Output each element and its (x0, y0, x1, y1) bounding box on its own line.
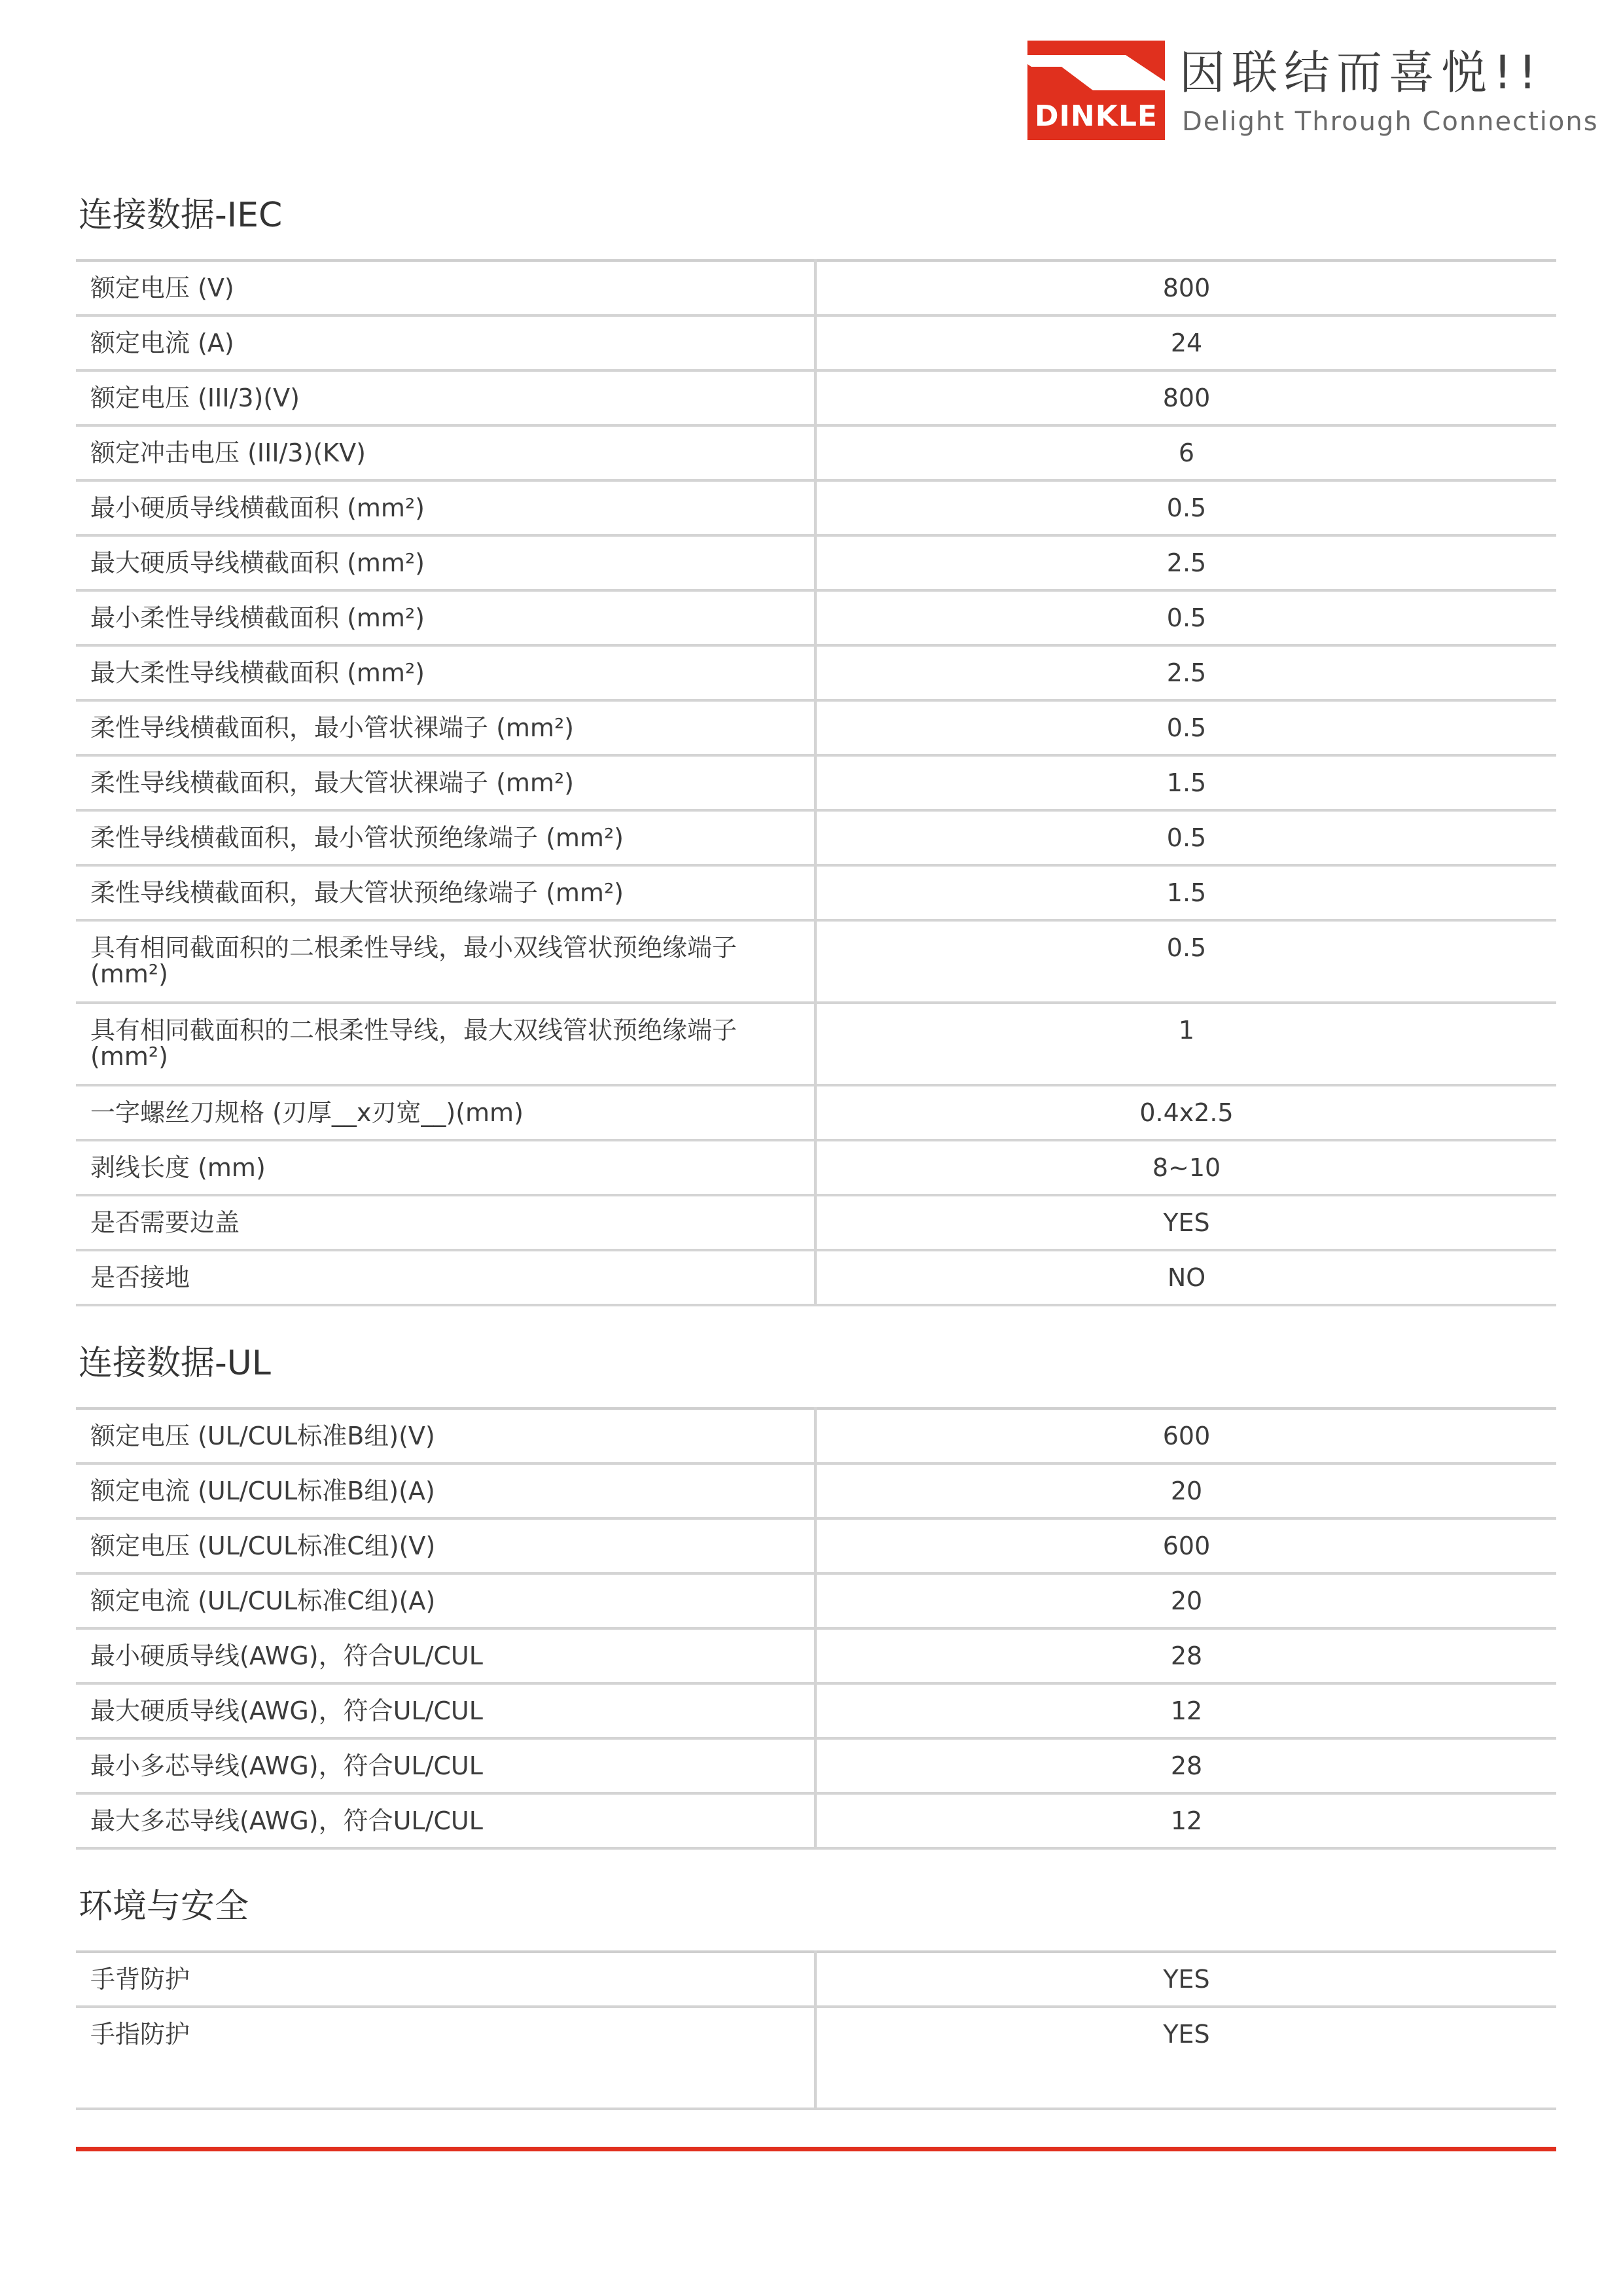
section-title-environment: 环境与安全 (79, 1887, 249, 1926)
table-row (76, 1463, 1556, 1518)
table-row (76, 1250, 1556, 1305)
row-value: 600 (815, 1408, 1556, 1463)
table-row (76, 865, 1556, 920)
ul-spec-table (76, 1407, 1556, 1850)
row-label: 手背防护 (76, 1952, 815, 2007)
row-value: 20 (815, 1463, 1556, 1518)
row-label: 柔性导线横截面积，最大管状预绝缘端子 (mm²) (76, 865, 815, 920)
row-label: 最大柔性导线横截面积 (mm²) (76, 645, 815, 700)
table-row (76, 1573, 1556, 1628)
slogan-english: Delight Through Connections (1182, 107, 1599, 137)
table-row (76, 1683, 1556, 1738)
row-value: 28 (815, 1628, 1556, 1683)
row-label: 是否接地 (76, 1250, 815, 1305)
row-value: 1 (815, 1003, 1556, 1085)
row-value: 28 (815, 1738, 1556, 1793)
row-label: 是否需要边盖 (76, 1195, 815, 1250)
table-row (76, 260, 1556, 315)
table-row (76, 1518, 1556, 1573)
row-label: 柔性导线横截面积，最小管状预绝缘端子 (mm²) (76, 810, 815, 865)
row-label: 柔性导线横截面积，最大管状裸端子 (mm²) (76, 755, 815, 810)
row-value: 2.5 (815, 535, 1556, 590)
row-value: 0.5 (815, 920, 1556, 1003)
table-row (76, 920, 1556, 1003)
table-row (76, 755, 1556, 810)
row-label: 额定电流 (A) (76, 315, 815, 370)
table-row (76, 1408, 1556, 1463)
row-label: 最小硬质导线横截面积 (mm²) (76, 480, 815, 535)
brand-header (1027, 41, 1599, 145)
row-label: 最大硬质导线横截面积 (mm²) (76, 535, 815, 590)
table-row (76, 1738, 1556, 1793)
row-value: 8~10 (815, 1140, 1556, 1195)
row-label: 额定电压 (UL/CUL标准C组)(V) (76, 1518, 815, 1573)
row-value: NO (815, 1250, 1556, 1305)
row-value: 0.5 (815, 480, 1556, 535)
row-value: 0.5 (815, 810, 1556, 865)
row-label: 一字螺丝刀规格 (刃厚__x刃宽__)(mm) (76, 1085, 815, 1140)
row-value: 24 (815, 315, 1556, 370)
table-row (76, 315, 1556, 370)
row-label: 最小多芯导线(AWG)，符合UL/CUL (76, 1738, 815, 1793)
row-value: 800 (815, 260, 1556, 315)
iec-spec-table (76, 259, 1556, 1306)
table-row (76, 1793, 1556, 1848)
row-value: 0.5 (815, 590, 1556, 645)
table-row (76, 535, 1556, 590)
table-row (76, 700, 1556, 755)
row-label: 最大多芯导线(AWG)，符合UL/CUL (76, 1793, 815, 1848)
row-value: 0.4x2.5 (815, 1085, 1556, 1140)
environment-spec-table (76, 1950, 1556, 2110)
row-label: 额定电流 (UL/CUL标准C组)(A) (76, 1573, 815, 1628)
table-row (76, 590, 1556, 645)
table-row (76, 1628, 1556, 1683)
row-value: 600 (815, 1518, 1556, 1573)
table-row (76, 1003, 1556, 1085)
row-label: 最小硬质导线(AWG)，符合UL/CUL (76, 1628, 815, 1683)
row-value: YES (815, 1952, 1556, 2007)
table-row (76, 645, 1556, 700)
row-label: 额定电压 (UL/CUL标准B组)(V) (76, 1408, 815, 1463)
section-title-iec: 连接数据-IEC (79, 196, 283, 235)
row-value: 1.5 (815, 755, 1556, 810)
row-label: 额定电压 (III/3)(V) (76, 370, 815, 425)
table-row (76, 425, 1556, 480)
row-label: 最小柔性导线横截面积 (mm²) (76, 590, 815, 645)
row-value: 0.5 (815, 700, 1556, 755)
table-row (76, 1140, 1556, 1195)
row-value: 800 (815, 370, 1556, 425)
row-value: 6 (815, 425, 1556, 480)
row-label: 剥线长度 (mm) (76, 1140, 815, 1195)
row-label: 额定电流 (UL/CUL标准B组)(A) (76, 1463, 815, 1518)
table-row (76, 1085, 1556, 1140)
row-value: YES (815, 2007, 1556, 2109)
row-value: 2.5 (815, 645, 1556, 700)
row-label: 额定冲击电压 (III/3)(KV) (76, 425, 815, 480)
row-value: YES (815, 1195, 1556, 1250)
row-label: 手指防护 (76, 2007, 815, 2109)
table-row (76, 480, 1556, 535)
row-label: 具有相同截面积的二根柔性导线，最大双线管状预绝缘端子 (mm²) (76, 1003, 815, 1085)
row-label: 柔性导线横截面积，最小管状裸端子 (mm²) (76, 700, 815, 755)
table-row (76, 810, 1556, 865)
table-row (76, 370, 1556, 425)
table-row (76, 1952, 1556, 2007)
slogan-chinese: 因联结而喜悦!! (1179, 46, 1544, 99)
row-value: 12 (815, 1683, 1556, 1738)
logo-text: DINKLE (1035, 99, 1158, 133)
row-value: 12 (815, 1793, 1556, 1848)
row-label: 额定电压 (V) (76, 260, 815, 315)
row-value: 20 (815, 1573, 1556, 1628)
table-row (76, 1195, 1556, 1250)
section-title-ul: 连接数据-UL (79, 1344, 271, 1383)
row-label: 最大硬质导线(AWG)，符合UL/CUL (76, 1683, 815, 1738)
row-value: 1.5 (815, 865, 1556, 920)
row-label: 具有相同截面积的二根柔性导线，最小双线管状预绝缘端子 (mm²) (76, 920, 815, 1003)
table-row (76, 2007, 1556, 2109)
footer-divider (76, 2147, 1556, 2151)
